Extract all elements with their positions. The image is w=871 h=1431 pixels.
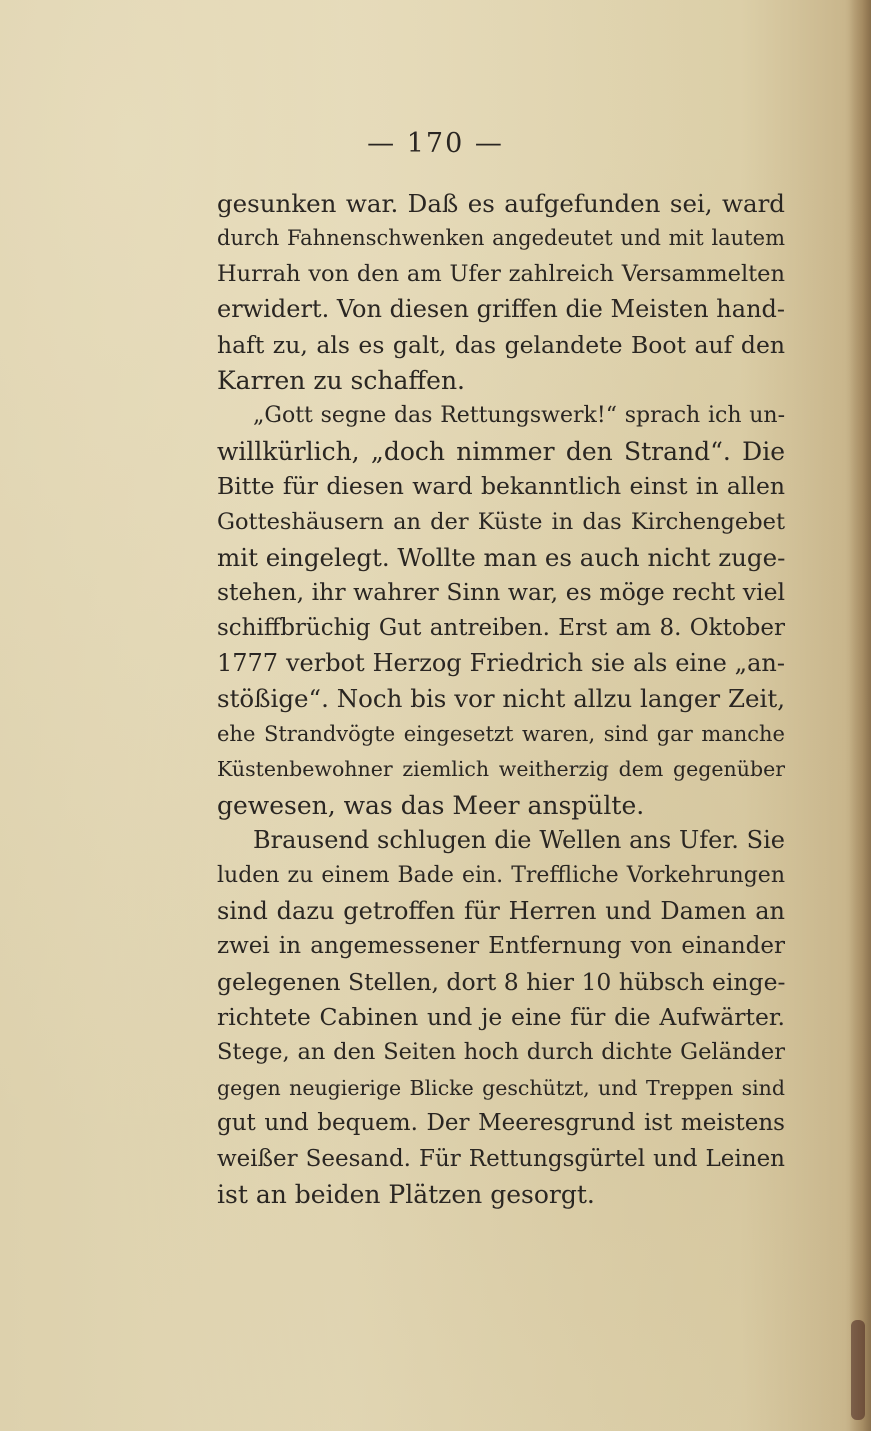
text-line: gut und bequem. Der Meeresgrund ist meistens	[217, 1110, 785, 1137]
text-line: richtete Cabinen und je eine für die Aufwärter.	[217, 1002, 785, 1031]
text-line: Stege, an den Seiten hoch durch dichte Geländer	[217, 1039, 785, 1066]
text-line: stehen, ihr wahrer Sinn war, es möge recht viel	[217, 578, 785, 607]
text-line: Karren zu schaffen.	[217, 365, 465, 395]
text-line: weißer Seesand. Für Rettungsgürtel und Leinen	[217, 1145, 785, 1172]
text-line: „Gott segne das Rettungswerk!“ sprach ich un-	[253, 403, 785, 429]
text-line: erwidert. Von diesen griffen die Meisten hand-	[217, 295, 785, 324]
page-edge-shadow	[849, 0, 871, 1431]
text-line: haft zu, als es galt, das gelandete Boot auf den	[217, 330, 785, 359]
text-line: gewesen, was das Meer anspülte.	[217, 790, 645, 820]
text-line: schiffbrüchig Gut antreiben. Erst am 8. Oktober	[217, 614, 785, 641]
text-line: stößige“. Noch bis vor nicht allzu langer Zeit,	[217, 684, 785, 714]
text-line: Gotteshäusern an der Küste in das Kirchengebet	[217, 508, 785, 535]
text-line: durch Fahnenschwenken angedeutet und mit lautem	[217, 226, 785, 251]
text-line: Bitte für diesen ward bekanntlich einst in allen	[217, 472, 785, 501]
body-text	[217, 186, 785, 1212]
text-line: zwei in angemessener Entfernung von einander	[217, 933, 785, 960]
text-line: Brausend schlugen die Wellen ans Ufer. Sie	[253, 826, 785, 855]
text-line: mit eingelegt. Wollte man es auch nicht zuge-	[217, 542, 785, 572]
text-line: luden zu einem Bade ein. Treffliche Vorkehrungen	[217, 863, 785, 889]
text-line: Hurrah von den am Ufer zahlreich Versammelten	[217, 260, 785, 287]
text-line: sind dazu getroffen für Herren und Damen an	[217, 896, 785, 925]
text-line: ehe Strandvögte eingesetzt waren, sind gar manche	[217, 721, 785, 746]
text-line: gegen neugierige Blicke geschützt, und Treppen sind	[217, 1075, 785, 1100]
page-number: — 170 —	[367, 128, 504, 159]
text-line: willkürlich, „doch nimmer den Strand“. Die	[217, 436, 785, 466]
text-line: 1777 verbot Herzog Friedrich sie als eine „an-	[217, 649, 785, 678]
text-line: gelegenen Stellen, dort 8 hier 10 hübsch einge-	[217, 967, 785, 996]
text-line: gesunken war. Daß es aufgefunden sei, ward	[217, 189, 785, 218]
page-edge-stain	[851, 1320, 865, 1420]
text-line: ist an beiden Plätzen gesorgt.	[217, 1179, 595, 1209]
text-line: Küstenbewohner ziemlich weitherzig dem gegenüber	[217, 757, 785, 782]
